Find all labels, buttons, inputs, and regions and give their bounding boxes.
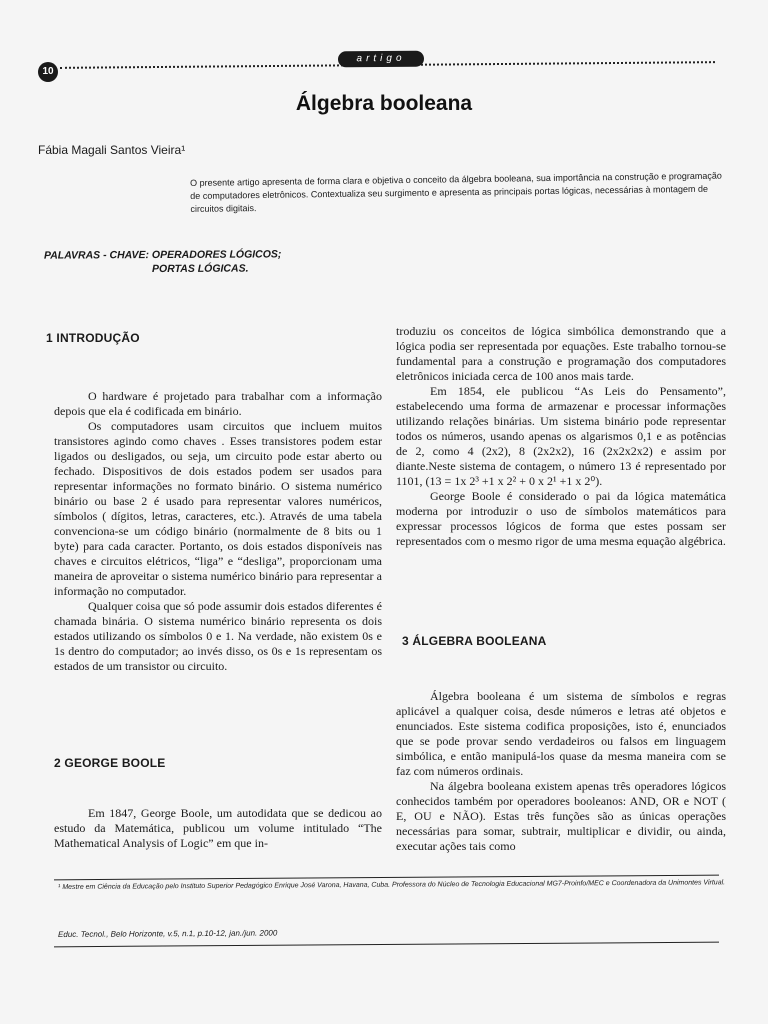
keywords-line-2: PORTAS LÓGICAS. [152,262,249,276]
paragraph: Em 1847, George Boole, um autodidata que se dedicou ao estudo da Matemática, publicou um volume intitulado “The Mathematical Analysis of Logic” em que in- [54,806,382,850]
paragraph: Em 1854, ele publicou “As Leis do Pensamento”, estabelecendo uma forma de armazenar e processar informações utilizando relações binárias. Um sistema binário pode representar todos os números, usando apenas os algarismos 0,1 e as potências de 2, como 4 (2x2), 8 (2x2x2), 16 (2x2x2x2) e assim por diante.Neste sistema de contagem, o número 13 é representado por 1101, (13 = 1x 2³ +1 x 2² + 0 x 2¹ +1 x 2⁰). [396,384,726,488]
journal-citation: Educ. Tecnol., Belo Horizonte, v.5, n.1, p.10-12, jan./jun. 2000 [58,928,278,939]
right-column-algebra [396,689,726,854]
footnote: ¹ Mestre em Ciência da Educação pelo Instituto Superior Pedagógico Enrique José Varona, Havana, Cuba. Professora do Núcleo de Tecnologia Educacional MG7-Proinfo/MEC e Coordenadora da Unimontes Virtual. [58,879,726,891]
left-column-boole [54,806,382,851]
right-column-boole-cont [396,324,726,549]
section-heading-introducao: 1 INTRODUÇÃO [46,331,140,345]
keywords-line-1: PALAVRAS - CHAVE: OPERADORES LÓGICOS; [43,248,282,262]
paragraph: Na álgebra booleana existem apenas três operadores lógicos conhecidos também por operadores booleanos: AND, OR e NOT ( E, OU e NÃO). Estas três funções são as únicas operações necessárias para somar, subtrair, multiplicar e dividir, ou ainda, executar ações tais como [396,779,726,853]
paragraph: O hardware é projetado para trabalhar com a informação depois que ela é codificada em binário. [54,389,382,418]
paragraph: Álgebra booleana é um sistema de símbolos e regras aplicável a qualquer coisa, desde números e letras até objetos e enunciados. Este sistema codifica proposições, isto é, enunciados que se pode provar sendo verdadeiros ou falsos em linguagem simbólica, e então manipulá-los quase da mesma maneira com se faz com números ordinais. [396,689,726,778]
page-number-badge: 10 [38,62,58,82]
author-name: Fábia Magali Santos Vieira¹ [38,143,186,157]
footer-rule [54,942,719,948]
paragraph: troduziu os conceitos de lógica simbólica demonstrando que a lógica podia ser representada por equações. Este trabalho tornou-se fundamental para a construção e programação dos computadores eletrônicos iniciada cerca de 100 anos mais tarde. [396,324,726,383]
left-column-intro [54,389,382,674]
abstract: O presente artigo apresenta de forma clara e objetiva o conceito da álgebra booleana, sua importância na construção e programação de computadores eletrônicos. Contextualiza seu surgimento e apresenta as principais portas lógicas, necessárias à montagem de circuitos digitais. [190,170,722,214]
keywords [44,247,282,276]
paragraph: Os computadores usam circuitos que incluem muitos transistores agindo como chaves . Esses transistores podem estar ligados ou desligados, ou seja, um circuito pode estar aberto ou fechado. Dispositivos de dois estados podem ser usados para representar informações no formato binário. O sistema numérico binário ou base 2 é usado para representar valores numéricos, símbolos ( dígitos, letras, caracteres, etc.). Através de uma tabela convenciona-se um código binário (normalmente de 8 bits ou 1 byte) para cada caracter. Portanto, os dois estados disponíveis nas chaves e circuitos elétricos, “liga” e “desliga”, proporcionam uma maneira de aproveitar o sistema numérico binário para representar a informação no computador. [54,419,382,598]
paragraph: George Boole é considerado o pai da lógica matemática moderna por introduzir o uso de símbolos matemáticos para expressar processos lógicos de forma que estes possam ser representados com o mesmo rigor de uma mesma equação algébrica. [396,489,726,548]
paragraph: Qualquer coisa que só pode assumir dois estados diferentes é chamada binária. O sistema numérico binário representa os dois estados utilizando os símbolos 0 e 1. Na verdade, não existem 0s e 1s dentro do computador; ao invés disso, os 0s e 1s representam os estados de um transistor ou circuito. [54,599,382,673]
section-heading-algebra-booleana: 3 ÁLGEBRA BOOLEANA [402,634,547,648]
section-label: artigo [338,51,424,68]
article-title: Álgebra booleana [295,92,473,115]
section-heading-george-boole: 2 GEORGE BOOLE [54,756,166,770]
